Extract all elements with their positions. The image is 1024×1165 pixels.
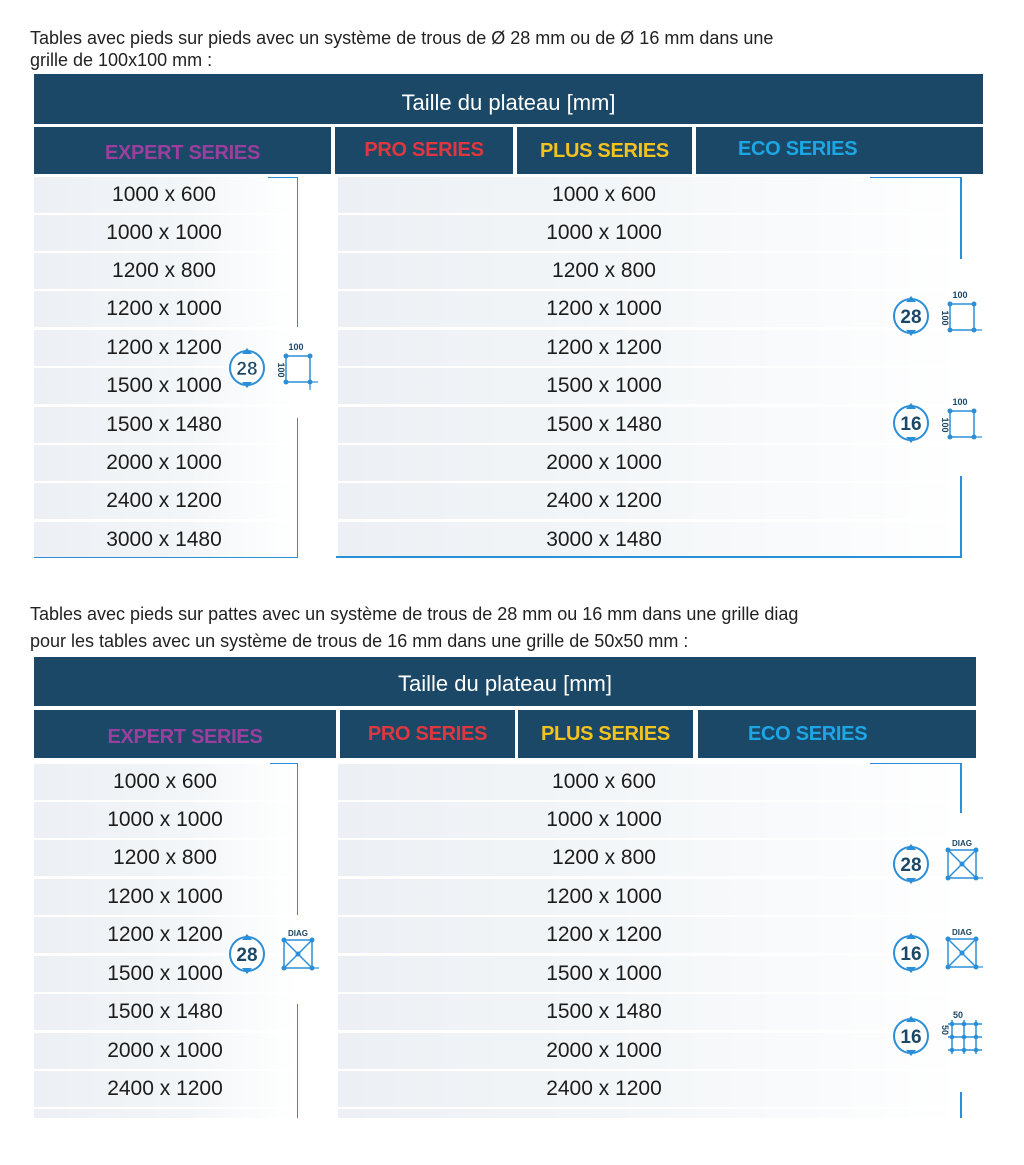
series-eco-header: ECO SERIES — [698, 710, 976, 758]
bracket-line — [960, 476, 962, 558]
grid-square-icon — [940, 290, 982, 333]
pro-plus-eco-size-row: 1500 x 1480 — [338, 407, 960, 443]
intro-text-2b: pour les tables avec un système de trous de 16 mm dans une grille de 50x50 mm : — [30, 631, 689, 651]
expert-size-row: 3000 x 1480 — [34, 522, 294, 558]
hole-diameter-icon — [894, 1016, 928, 1056]
grid-size-top-label: 100 — [952, 290, 968, 300]
expert-size-row: 2000 x 1000 — [34, 445, 294, 481]
series-pro-header: PRO SERIES — [340, 710, 515, 758]
hole-diameter-icon — [894, 296, 928, 336]
grid-size-top-label: 100 — [952, 397, 968, 407]
hole-28-grid-diag-badge — [228, 928, 320, 978]
hole-diameter-label: 28 — [236, 945, 258, 966]
hole-diameter-label: 16 — [900, 414, 922, 435]
hole-16-grid-diag-badge — [892, 927, 984, 977]
series-expert-header: EXPERT SERIES — [34, 710, 336, 758]
expert-size-row: 1000 x 1000 — [34, 802, 296, 838]
hole-diameter-icon — [894, 844, 928, 884]
bracket-line — [268, 177, 298, 178]
series-plus-header: PLUS SERIES — [518, 710, 693, 758]
grid-type-label: DIAG — [288, 929, 308, 938]
hole-28-grid-100-badge — [892, 290, 984, 340]
bracket-line — [297, 763, 298, 915]
hole-diameter-label: 28 — [236, 359, 258, 380]
bracket-line — [960, 177, 962, 259]
pro-plus-eco-size-row: 1500 x 1000 — [338, 956, 960, 992]
diagonal-grid-icon — [946, 839, 984, 881]
series-eco-header: ECO SERIES — [696, 127, 983, 174]
bracket-line — [270, 763, 298, 764]
expert-size-row-partial — [34, 1109, 296, 1118]
bracket-line — [297, 418, 298, 558]
pro-plus-eco-size-row: 1000 x 600 — [338, 764, 960, 800]
bracket-line — [870, 763, 962, 764]
bracket-line — [960, 763, 962, 813]
expert-size-row: 1200 x 1200 — [34, 917, 296, 953]
pro-plus-eco-size-row: 2000 x 1000 — [338, 1033, 960, 1069]
grid-size-top-label: 100 — [288, 342, 304, 352]
pro-plus-eco-size-row: 1500 x 1000 — [338, 368, 960, 404]
pro-plus-eco-size-row: 1200 x 1000 — [338, 879, 960, 915]
intro-text-1a: Tables avec pieds sur pieds avec un système de trous de Ø 28 mm ou de Ø 16 mm dans une — [30, 28, 774, 48]
bracket-line — [297, 177, 298, 327]
hole-diameter-label: 16 — [900, 1027, 922, 1048]
expert-size-row: 1200 x 1000 — [34, 879, 296, 915]
expert-size-row: 1200 x 1200 — [34, 330, 294, 366]
hole-28-grid-diag-badge — [892, 838, 984, 888]
expert-size-row: 1000 x 600 — [34, 177, 294, 213]
pro-plus-eco-size-row: 2400 x 1200 — [338, 1071, 960, 1107]
dense-grid-icon — [940, 1010, 982, 1054]
series-expert-header: EXPERT SERIES — [34, 127, 331, 174]
pro-plus-eco-size-row: 3000 x 1480 — [338, 522, 960, 558]
grid-size-side-label: 100 — [940, 310, 950, 326]
table-header-plateau-size: Taille du plateau [mm] — [34, 657, 976, 706]
diagonal-grid-icon — [282, 929, 320, 971]
pro-plus-eco-size-row: 1200 x 1200 — [338, 917, 960, 953]
expert-size-row: 1500 x 1480 — [34, 994, 296, 1030]
hole-diameter-icon — [894, 403, 928, 443]
expert-size-row: 1200 x 1000 — [34, 291, 294, 327]
bracket-line — [870, 177, 962, 178]
bracket-line — [336, 556, 962, 558]
pro-plus-eco-size-row-partial — [338, 1109, 960, 1118]
pro-plus-eco-size-row: 1000 x 1000 — [338, 802, 960, 838]
intro-text-2a: Tables avec pieds sur pattes avec un système de trous de 28 mm ou 16 mm dans une grille diag — [30, 604, 799, 624]
grid-type-label: DIAG — [952, 839, 972, 848]
pro-plus-eco-size-row: 1000 x 1000 — [338, 215, 960, 251]
pro-plus-eco-size-row: 1200 x 1000 — [338, 291, 960, 327]
table-header-plateau-size: Taille du plateau [mm] — [34, 74, 983, 124]
hole-16-grid-50-badge — [892, 1010, 984, 1060]
expert-size-row: 1500 x 1000 — [34, 956, 296, 992]
hole-diameter-label: 28 — [900, 307, 922, 328]
expert-size-row: 1500 x 1000 — [34, 368, 294, 404]
expert-size-row: 1200 x 800 — [34, 253, 294, 289]
series-plus-header: PLUS SERIES — [517, 127, 692, 174]
grid-size-side-label: 100 — [940, 417, 950, 433]
expert-size-row: 2000 x 1000 — [34, 1033, 296, 1069]
expert-size-row: 2400 x 1200 — [34, 1071, 296, 1107]
hole-diameter-icon — [230, 348, 264, 388]
pro-plus-eco-size-row: 1500 x 1480 — [338, 994, 960, 1030]
hole-diameter-icon — [230, 934, 264, 974]
grid-size-side-label: 100 — [276, 362, 286, 378]
bracket-line — [34, 557, 298, 558]
pro-plus-eco-size-row: 2400 x 1200 — [338, 483, 960, 519]
grid-size-side-label: 50 — [940, 1024, 950, 1036]
intro-text-1b: grille de 100x100 mm : — [30, 50, 213, 70]
expert-size-row: 1000 x 600 — [34, 764, 296, 800]
diagonal-grid-icon — [946, 928, 984, 970]
bracket-line — [297, 1004, 298, 1118]
series-pro-header: PRO SERIES — [335, 127, 513, 174]
hole-diameter-icon — [894, 933, 928, 973]
pro-plus-eco-size-row: 1200 x 800 — [338, 840, 960, 876]
expert-size-row: 1000 x 1000 — [34, 215, 294, 251]
hole-diameter-label: 16 — [900, 944, 922, 965]
hole-diameter-label: 28 — [900, 855, 922, 876]
hole-16-grid-100-badge — [892, 397, 984, 447]
grid-square-icon — [276, 342, 318, 390]
pro-plus-eco-size-row: 2000 x 1000 — [338, 445, 960, 481]
grid-size-top-label: 50 — [952, 1010, 964, 1020]
hole-28-grid-100-badge — [228, 342, 320, 392]
expert-size-row: 2400 x 1200 — [34, 483, 294, 519]
pro-plus-eco-size-row: 1200 x 800 — [338, 253, 960, 289]
expert-size-row: 1200 x 800 — [34, 840, 296, 876]
pro-plus-eco-size-row: 1200 x 1200 — [338, 330, 960, 366]
expert-size-row: 1500 x 1480 — [34, 407, 294, 443]
grid-type-label: DIAG — [952, 928, 972, 937]
bracket-line — [960, 1092, 962, 1118]
pro-plus-eco-size-row: 1000 x 600 — [338, 177, 960, 213]
grid-square-icon — [940, 397, 982, 440]
